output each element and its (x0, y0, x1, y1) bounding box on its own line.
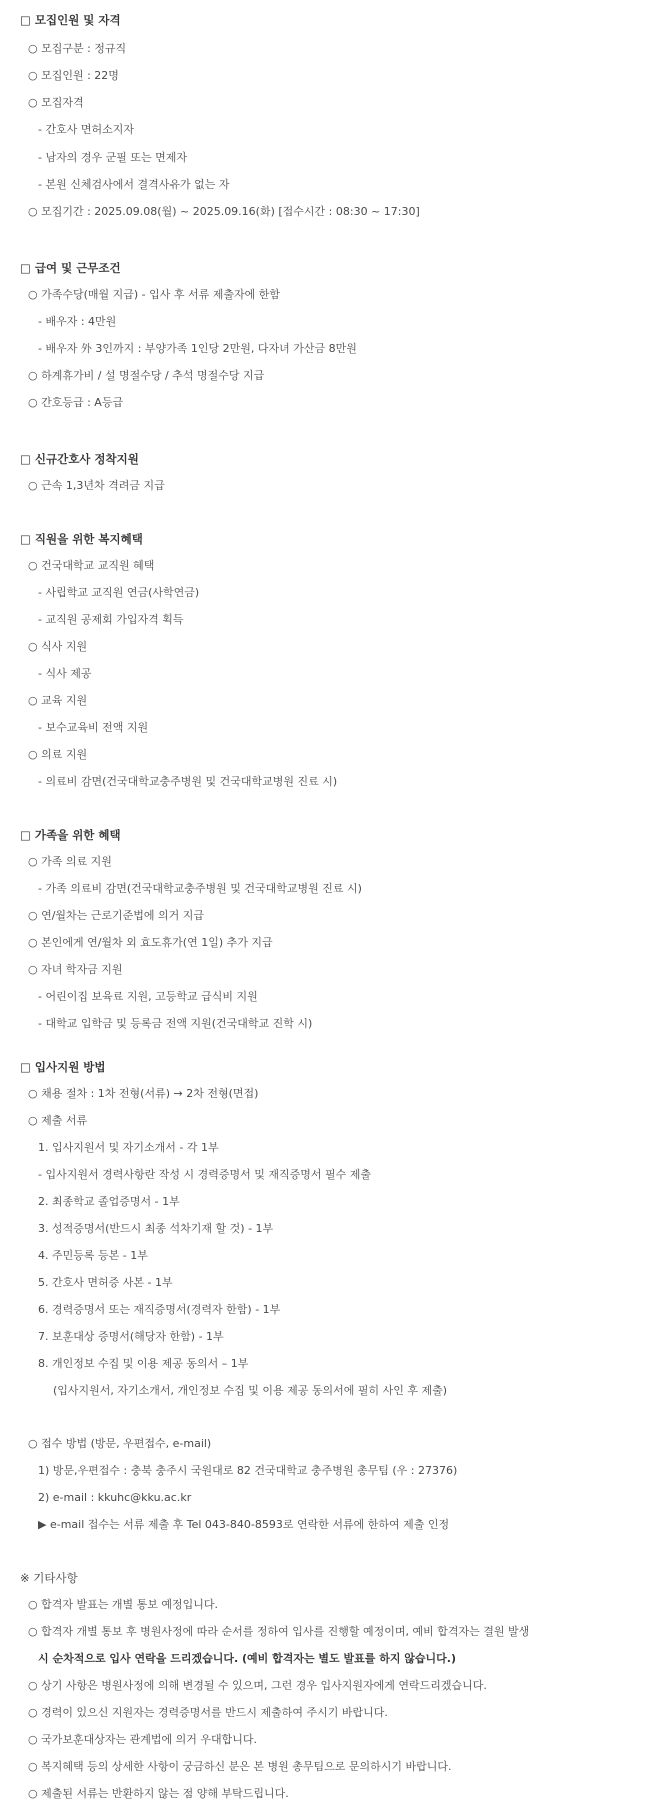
sub-item: 1. 입사지원서 및 자기소개서 - 각 1부 (38, 1141, 219, 1154)
sub-item: 4. 주민등록 등본 - 1부 (38, 1249, 148, 1262)
bullet-item: ○ 건국대학교 교직원 혜택 (28, 559, 155, 572)
bullet-item: ○ 본인에게 연/월차 외 효도휴가(연 1일) 추가 지급 (28, 936, 273, 949)
bullet-item: ○ 모집구분 : 정규직 (28, 42, 127, 55)
bullet-item: ○ 모집자격 (28, 96, 84, 109)
sub-item: - 의료비 감면(건국대학교충주병원 및 건국대학교병원 진료 시) (38, 775, 338, 788)
section-heading: □ 입사지원 방법 (20, 1060, 106, 1074)
sub-item: - 사립학교 교직원 연금(사학연금) (38, 586, 200, 599)
sub-item: - 입사지원서 경력사항란 작성 시 경력증명서 및 재직증명서 필수 제출 (38, 1168, 371, 1181)
bullet-item: ○ 모집기간 : 2025.09.08(월) ~ 2025.09.16(화) [접수시간 : 08:30 ~ 17:30] (28, 205, 420, 218)
sub-item: - 보수교육비 전액 지원 (38, 721, 149, 734)
sub-item: 7. 보훈대상 증명서(해당자 한함) - 1부 (38, 1330, 224, 1343)
bullet-item: ○ 복지혜택 등의 상세한 사항이 궁금하신 분은 본 병원 총무팀으로 문의하시기 바랍니다. (28, 1760, 452, 1773)
bullet-item: ○ 가족 의료 지원 (28, 855, 112, 868)
bullet-item: ○ 제출 서류 (28, 1114, 88, 1127)
section-heading: □ 모집인원 및 자격 (20, 13, 121, 27)
sub-item: 6. 경력증명서 또는 재직증명서(경력자 한함) - 1부 (38, 1303, 281, 1316)
bullet-item: ○ 상기 사항은 병원사정에 의해 변경될 수 있으며, 그런 경우 입사지원자에게 연락드리겠습니다. (28, 1679, 487, 1692)
bullet-item: ○ 국가보훈대상자는 관계법에 의거 우대합니다. (28, 1733, 257, 1746)
sub-item: - 남자의 경우 군필 또는 면제자 (38, 151, 187, 164)
section-heading: □ 신규간호사 정착지원 (20, 452, 139, 466)
sub-item: - 어린이집 보육료 지원, 고등학교 급식비 지원 (38, 990, 258, 1003)
sub-item: 8. 개인정보 수집 및 이용 제공 동의서 – 1부 (38, 1357, 249, 1370)
sub-item: 1) 방문,우편접수 : 충북 충주시 국원대로 82 건국대학교 충주병원 총무팀 (우 : 27376) (38, 1464, 458, 1477)
bullet-item: ○ 간호등급 : A등급 (28, 396, 124, 409)
bullet-item: ○ 자녀 학자금 지원 (28, 963, 123, 976)
bullet-item: ○ 모집인원 : 22명 (28, 69, 119, 82)
bullet-item: ○ 하계휴가비 / 설 명절수당 / 추석 명절수당 지급 (28, 369, 265, 382)
sub-item: - 간호사 면허소지자 (38, 123, 134, 136)
notes-heading: ※ 기타사항 (20, 1571, 78, 1585)
bullet-item: ○ 접수 방법 (방문, 우편접수, e-mail) (28, 1437, 212, 1450)
bullet-item: ○ 가족수당(매월 지급) - 입사 후 서류 제출자에 한함 (28, 288, 281, 301)
sub-note: (입사지원서, 자기소개서, 개인정보 수집 및 이용 제공 동의서에 필히 사인 후 제출) (53, 1384, 448, 1397)
bullet-item: ○ 경력이 있으신 지원자는 경력증명서를 반드시 제출하여 주시기 바랍니다. (28, 1706, 388, 1719)
bullet-item: ○ 채용 절차 : 1차 전형(서류) → 2차 전형(면접) (28, 1087, 259, 1100)
bullet-item: ○ 교육 지원 (28, 694, 88, 707)
sub-item: - 대학교 입학금 및 등록금 전액 지원(건국대학교 진학 시) (38, 1017, 313, 1030)
sub-item: 5. 간호사 면허증 사본 - 1부 (38, 1276, 173, 1289)
sub-item: - 본원 신체검사에서 결격사유가 없는 자 (38, 178, 230, 191)
bullet-item: ○ 식사 지원 (28, 640, 88, 653)
sub-item: - 식사 제공 (38, 667, 92, 680)
bullet-item: ○ 합격자 발표는 개별 통보 예정입니다. (28, 1598, 218, 1611)
bullet-item: ○ 합격자 개별 통보 후 병원사정에 따라 순서를 정하여 입사를 진행할 예정이며, 예비 합격자는 결원 발생 (28, 1625, 530, 1638)
section-heading: □ 직원을 위한 복지혜택 (20, 532, 143, 546)
sub-item: 2. 최종학교 졸업증명서 - 1부 (38, 1195, 180, 1208)
sub-item: - 교직원 공제회 가입자격 획득 (38, 613, 184, 626)
bullet-item: ○ 의료 지원 (28, 748, 88, 761)
sub-item: 시 순차적으로 입사 연락을 드리겠습니다. (예비 합격자는 별도 발표를 하지 않습니다.) (38, 1652, 456, 1665)
sub-item: - 가족 의료비 감면(건국대학교충주병원 및 건국대학교병원 진료 시) (38, 882, 362, 895)
sub-item: 3. 성적증명서(반드시 최종 석차기재 할 것) - 1부 (38, 1222, 274, 1235)
sub-item: - 배우자 : 4만원 (38, 315, 117, 328)
bullet-item: ○ 제출된 서류는 반환하지 않는 점 양해 부탁드립니다. (28, 1787, 289, 1800)
section-heading: □ 급여 및 근무조건 (20, 261, 121, 275)
sub-item: ▶ e-mail 접수는 서류 제출 후 Tel 043-840-8593로 연락한 서류에 한하여 제출 인정 (38, 1518, 450, 1531)
section-heading: □ 가족을 위한 혜택 (20, 828, 121, 842)
sub-item: 2) e-mail : kkuhc@kku.ac.kr (38, 1491, 192, 1504)
bullet-item: ○ 근속 1,3년차 격려금 지급 (28, 479, 165, 492)
bullet-item: ○ 연/월차는 근로기준법에 의거 지급 (28, 909, 205, 922)
sub-item: - 배우자 外 3인까지 : 부양가족 1인당 2만원, 다자녀 가산금 8만원 (38, 342, 357, 355)
